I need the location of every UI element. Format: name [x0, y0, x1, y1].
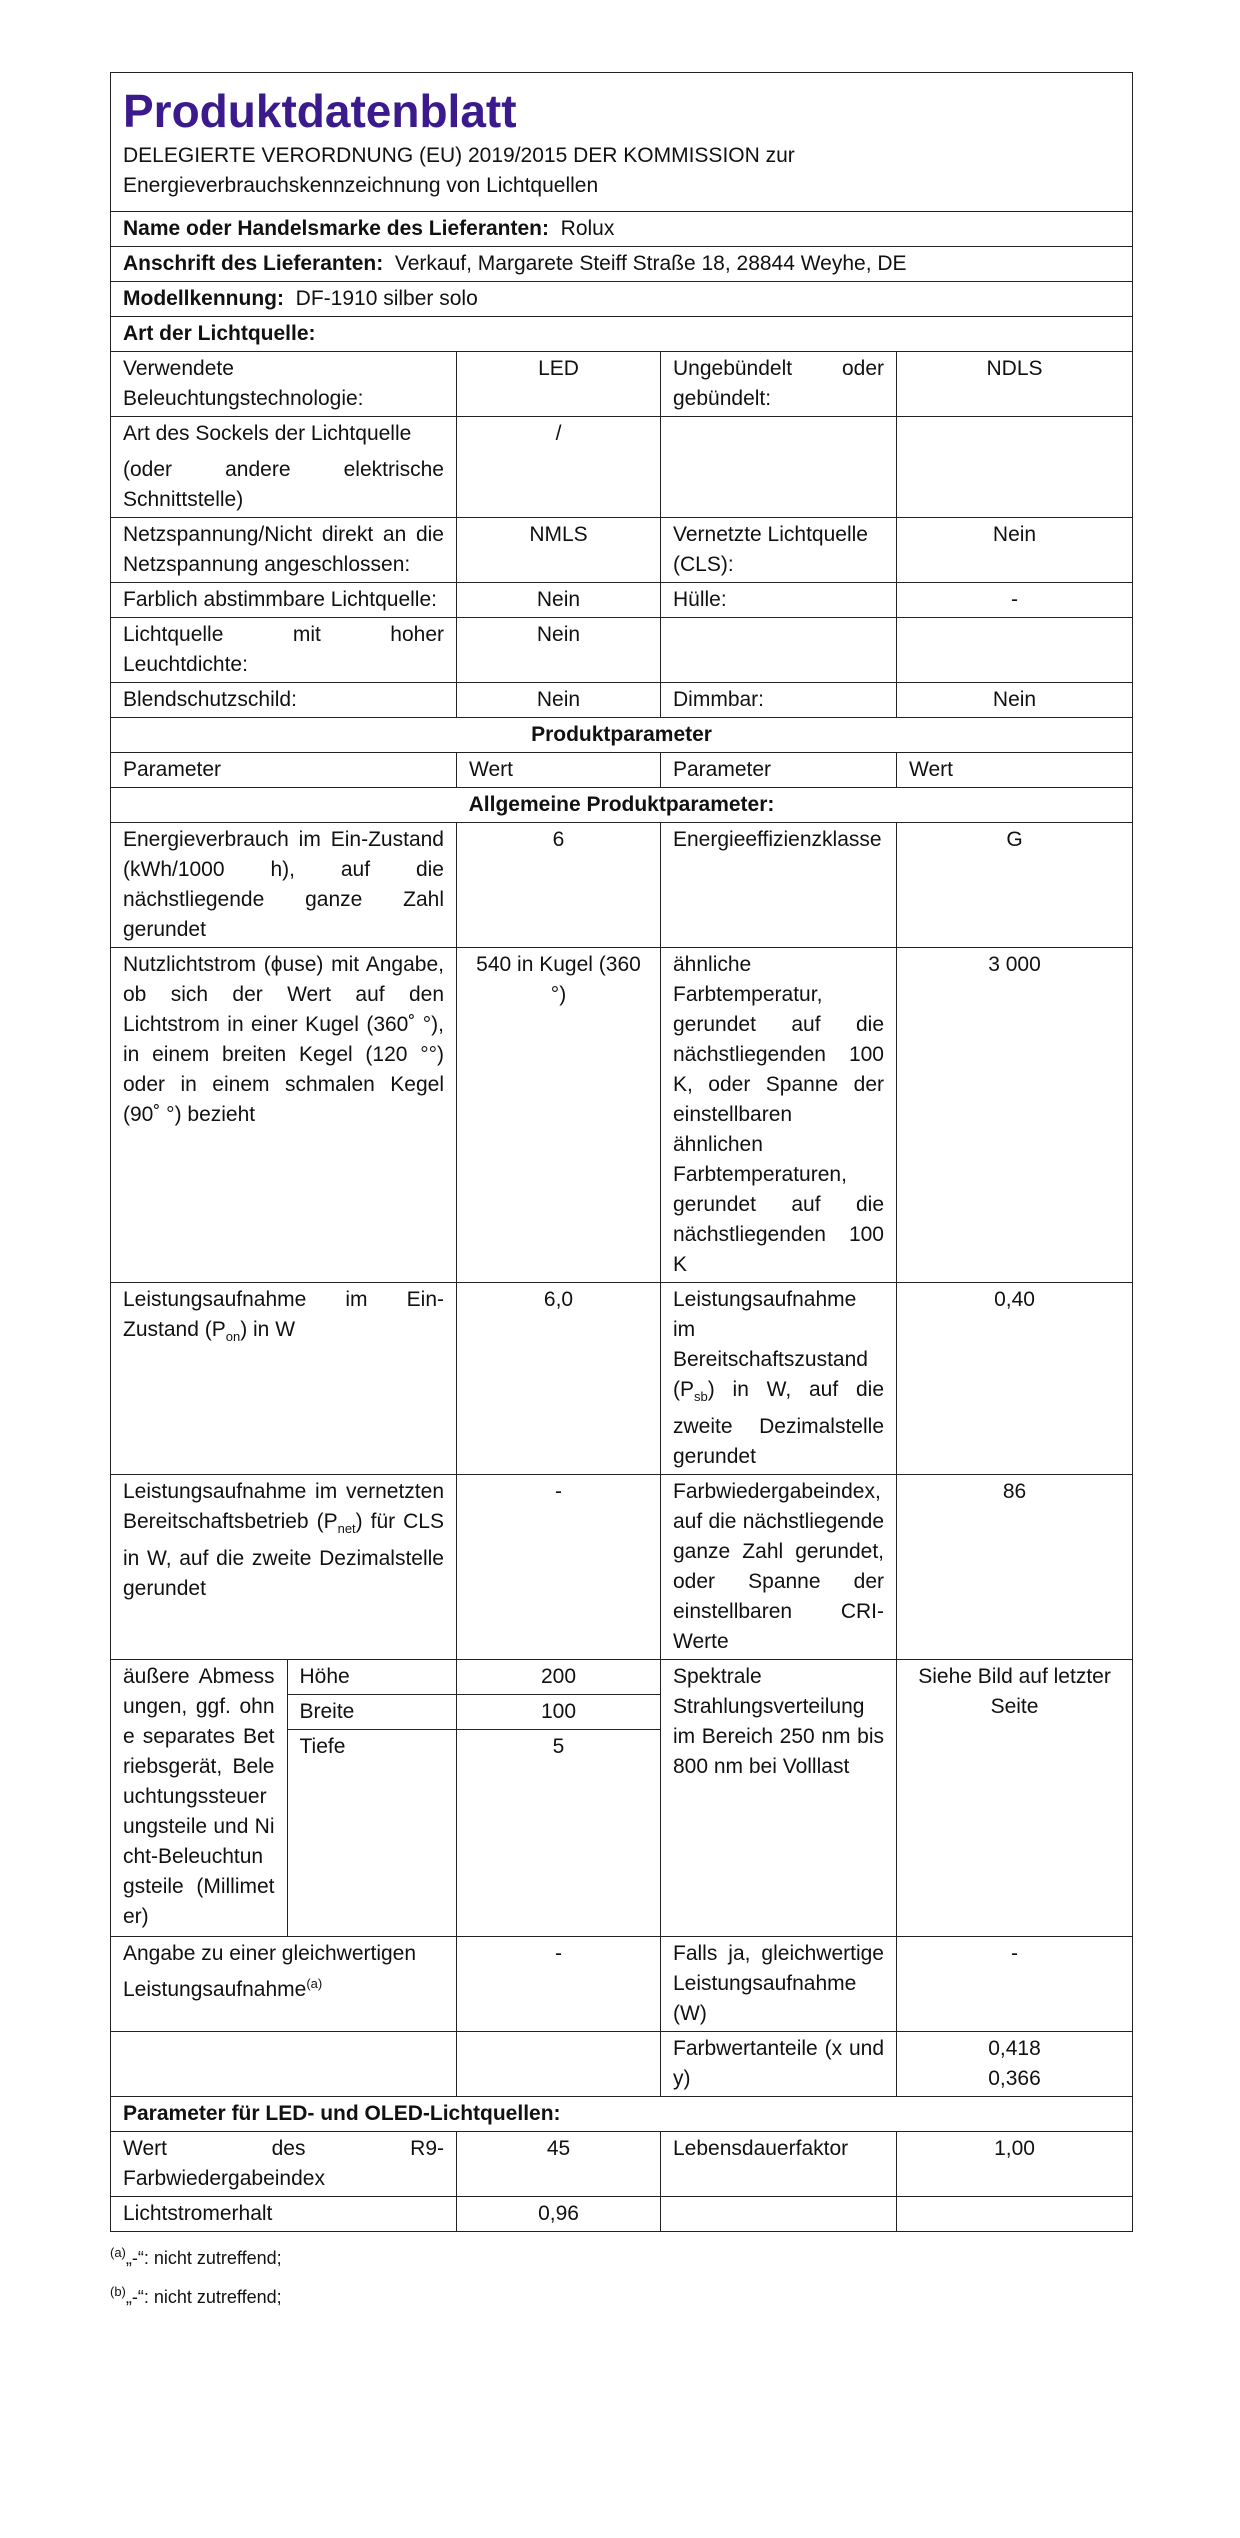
spectral-label: Spektrale Strahlungsverteilung im Bereich 250 nm bis 800 nm bei Volllast [661, 1660, 897, 1937]
empty-cell [661, 417, 897, 518]
footnote-a [110, 2236, 1132, 2275]
high-luminance-row [111, 618, 1133, 683]
regulation-line-1: DELEGIERTE VERORDNUNG (EU) 2019/2015 DER KOMMISSION zur [123, 144, 795, 167]
energy-value: 6 [457, 823, 661, 948]
empty-cell [897, 417, 1133, 518]
mains-label: Netzspannung/Nicht direkt an die Netzspannung angeschlossen: [111, 518, 457, 583]
chromaticity-y: 0,366 [988, 2067, 1041, 2091]
equivalent-power-row [111, 1937, 1133, 2032]
energy-label: Energieverbrauch im Ein-Zustand (kWh/1000 h), auf die nächstliegende ganze Zahl gerundet [111, 823, 457, 948]
eff-class-label: Energieeffizienzklasse [661, 823, 897, 948]
cct-value: 3 000 [897, 948, 1133, 1283]
colour-tunable-value: Nein [457, 583, 661, 618]
envelope-value: - [897, 583, 1133, 618]
depth-label: Tiefe [287, 1730, 457, 1937]
height-value: 200 [457, 1660, 660, 1695]
product-params-heading: Produktparameter [111, 718, 1133, 753]
product-data-sheet [110, 72, 1132, 2314]
supplier-name-label: Name oder Handelsmarke des Lieferanten: [123, 217, 549, 240]
flux-row [111, 948, 1133, 1283]
empty-cell [661, 2197, 897, 2232]
dimensions-values-cell [457, 1660, 661, 1937]
eff-class-value: G [897, 823, 1133, 948]
net-label-b: ) für CLS in W, auf die zweite Dezimalstelle gerundet [123, 1510, 444, 1601]
column-header-value-2: Wert [897, 753, 1133, 788]
socket-value: / [457, 417, 661, 518]
technology-row [111, 352, 1133, 417]
empty-cell [897, 2197, 1133, 2232]
dimensions-inner-table [111, 1660, 457, 1936]
standby-label-a: Leistungsaufnahme im Bereitschaftszustand (P [673, 1288, 868, 1401]
page-title: Produktdatenblatt [123, 85, 517, 137]
regulation-text [123, 141, 1120, 207]
glare-row [111, 683, 1133, 718]
empty-cell [661, 618, 897, 683]
high-luminance-value: Nein [457, 618, 661, 683]
socket-label [111, 417, 457, 518]
lumen-maintenance-value: 0,96 [457, 2197, 661, 2232]
networked-standby-label [111, 1475, 457, 1660]
tech-value: LED [457, 352, 661, 417]
survival-label: Lebensdauerfaktor [661, 2132, 897, 2197]
envelope-label: Hülle: [661, 583, 897, 618]
tech-label: Verwendete Beleuchtungstechnologie: [111, 352, 457, 417]
product-params-heading-row [111, 718, 1133, 753]
power-on-subscript: on [225, 1329, 241, 1345]
footnote-b-mark: (b) [110, 2284, 126, 2300]
lumen-maintenance-label: Lichtstromerhalt [111, 2197, 457, 2232]
cls-value: Nein [897, 518, 1133, 583]
energy-row [111, 823, 1133, 948]
colour-tunable-label: Farblich abstimmbare Lichtquelle: [111, 583, 457, 618]
model-value: DF-1910 silber solo [295, 287, 478, 310]
mains-row [111, 518, 1133, 583]
standby-power-value: 0,40 [897, 1283, 1133, 1475]
footnote-b-text: „-“: nicht zutreffend; [125, 2287, 282, 2308]
cls-label: Vernetzte Lichtquelle (CLS): [661, 518, 897, 583]
r9-label: Wert des R9-Farbwiedergabeindex [111, 2132, 457, 2197]
supplier-name-value: Rolux [560, 217, 615, 240]
standby-label-b: ) in W, auf die zweite Dezimalstelle gerundet [673, 1378, 884, 1469]
equivalent-label [111, 1937, 457, 2032]
equivalent-power-value: - [897, 1937, 1133, 2032]
networked-standby-row [111, 1475, 1133, 1660]
general-params-heading: Allgemeine Produktparameter: [111, 788, 1133, 823]
footnote-a-text: „-“: nicht zutreffend; [125, 2248, 282, 2269]
light-source-type-heading: Art der Lichtquelle: [111, 317, 1133, 352]
power-on-label [111, 1283, 457, 1475]
column-header-param: Parameter [111, 753, 457, 788]
column-header-row [111, 753, 1133, 788]
flux-label: Nutzlichtstrom (ϕuse) mit Angabe, ob sich der Wert auf den Lichtstrom in einer Kugel (360˚ °), in einem breiten Kegel (120 °°) oder in einem schmalen Kegel (90˚ °) bezieht [111, 948, 457, 1283]
footnotes [110, 2236, 1132, 2314]
column-header-param-2: Parameter [661, 753, 897, 788]
socket-label-line-2: (oder andere elektrische Schnittstelle) [123, 458, 444, 511]
mains-value: NMLS [457, 518, 661, 583]
empty-cell [457, 2032, 661, 2097]
r9-value: 45 [457, 2132, 661, 2197]
dimmable-value: Nein [897, 683, 1133, 718]
dimensions-row [111, 1660, 1133, 1937]
glare-label: Blendschutzschild: [111, 683, 457, 718]
cri-label: Farbwiedergabeindex, auf die nächstliegende ganze Zahl gerundet, oder Spanne der einstellbaren CRI-Werte [661, 1475, 897, 1660]
chromaticity-values [897, 2032, 1133, 2097]
led-params-heading: Parameter für LED- und OLED-Lichtquellen: [111, 2097, 1133, 2132]
supplier-address-value: Verkauf, Margarete Steiff Straße 18, 28844 Weyhe, DE [394, 252, 907, 275]
dimmable-label: Dimmbar: [661, 683, 897, 718]
supplier-address-row [111, 247, 1133, 282]
cct-label: ähnliche Farbtemperatur, gerundet auf die nächstliegenden 100 K, oder Spanne der einstellbaren ähnlichen Farbtemperaturen, gerundet auf die nächstliegenden 100 K [661, 948, 897, 1283]
colour-tunable-row [111, 583, 1133, 618]
equivalent-label-text: Angabe zu einer gleichwertigen Leistungsaufnahme [123, 1942, 417, 2002]
height-label: Höhe [287, 1660, 457, 1695]
equivalent-power-label: Falls ja, gleichwertige Leistungsaufnahme (W) [661, 1937, 897, 2032]
net-subscript: net [337, 1521, 356, 1537]
empty-cell [897, 618, 1133, 683]
title-row [111, 73, 1133, 212]
regulation-line-2: Energieverbrauchskennzeichnung von Lichtquellen [123, 174, 599, 197]
data-sheet-table [110, 72, 1133, 2232]
footnote-a-mark: (a) [110, 2245, 126, 2261]
model-row [111, 282, 1133, 317]
depth-value: 5 [552, 1735, 565, 1759]
chromaticity-label: Farbwertanteile (x und y) [661, 2032, 897, 2097]
supplier-address-label: Anschrift des Lieferanten: [123, 252, 384, 275]
net-label-a: Leistungsaufnahme im vernetzten Bereitschaftsbetrieb (P [123, 1480, 444, 1534]
high-luminance-label: Lichtquelle mit hoher Leuchtdichte: [111, 618, 457, 683]
chromaticity-x: 0,418 [988, 2037, 1041, 2061]
networked-standby-value: - [457, 1475, 661, 1660]
dimensions-values-table [457, 1660, 660, 1936]
footnote-b [110, 2275, 1132, 2314]
cri-value: 86 [897, 1475, 1133, 1660]
width-label: Breite [287, 1695, 457, 1730]
standby-subscript: sb [694, 1389, 708, 1405]
power-on-label-a: Leistungsaufnahme im Ein-Zustand (P [123, 1288, 444, 1341]
width-value: 100 [457, 1695, 660, 1730]
dimensions-cell [111, 1660, 457, 1937]
power-on-label-b: ) in W [240, 1318, 296, 1341]
equivalent-footnote-mark: (a) [306, 1976, 323, 1992]
standby-power-label [661, 1283, 897, 1475]
supplier-name-row [111, 212, 1133, 247]
light-source-type-heading-row [111, 317, 1133, 352]
lumen-maintenance-row [111, 2197, 1133, 2232]
socket-row [111, 417, 1133, 518]
led-params-heading-row [111, 2097, 1133, 2132]
glare-value: Nein [457, 683, 661, 718]
empty-cell [111, 2032, 457, 2097]
power-on-value: 6,0 [457, 1283, 661, 1475]
r9-row [111, 2132, 1133, 2197]
model-label: Modellkennung: [123, 287, 284, 310]
socket-label-line-1: Art des Sockels der Lichtquelle [123, 422, 412, 445]
spectral-value: Siehe Bild auf letzter Seite [897, 1660, 1133, 1937]
survival-value: 1,00 [897, 2132, 1133, 2197]
directional-label: Ungebündelt oder gebündelt: [661, 352, 897, 417]
flux-value: 540 in Kugel (360 °) [457, 948, 661, 1283]
power-on-row [111, 1283, 1133, 1475]
equivalent-value: - [457, 1937, 661, 2032]
directional-value: NDLS [897, 352, 1133, 417]
chromaticity-row [111, 2032, 1133, 2097]
dimensions-label: äußere Abmessungen, ggf. ohne separates Betriebsgerät, Beleuchtungssteuerungsteile und Nicht-Beleuchtungsteile (Millimeter) [111, 1660, 287, 1936]
column-header-value: Wert [457, 753, 661, 788]
general-params-heading-row [111, 788, 1133, 823]
